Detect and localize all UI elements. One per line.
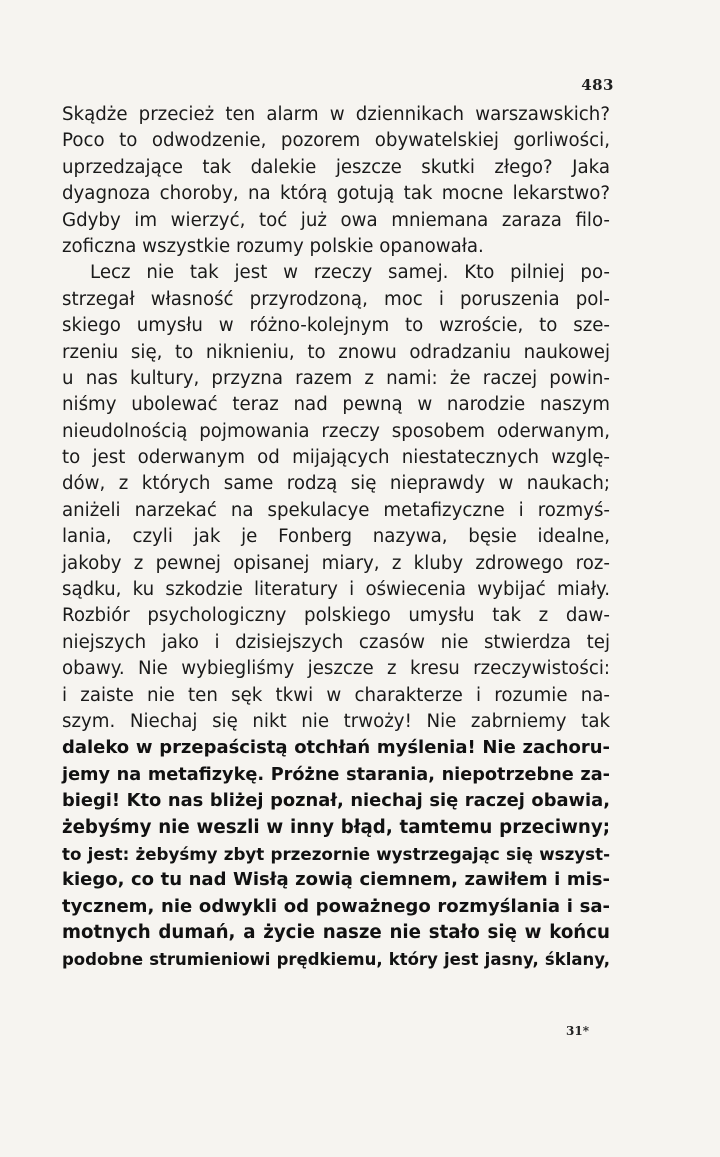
text-line-6: zoficzna wszystkie rozumy polskie opanowała. xyxy=(62,235,484,257)
text-line-22: obawy. Nie wybiegliśmy jeszcze z kresu rzeczywistości: xyxy=(62,658,610,680)
text-line-9: skiego umysłu w różno-kolejnym to wzroście, to sze- xyxy=(62,315,610,337)
text-line-10: rzeniu się, to niknieniu, to znowu odradzaniu naukowej xyxy=(62,341,610,363)
text-line-15: dów, z których same rodzą się nieprawdy w naukach; xyxy=(62,473,610,495)
text-line-18: jakoby z pewnej opisanej miary, z kluby zdrowego roz- xyxy=(62,552,610,574)
text-line-3: uprzedzające tak dalekie jeszcze skutki złego? Jaka xyxy=(62,156,610,178)
text-line-11: u nas kultury, przyzna razem z nami: że raczej powin- xyxy=(62,367,610,389)
body-text xyxy=(62,102,610,973)
text-line-17: lania, czyli jak je Fonberg nazywa, bęsie idealne, xyxy=(62,526,610,548)
text-line-5: Gdyby im wierzyć, toć już owa mniemana zaraza filo- xyxy=(62,209,610,231)
text-line-25: daleko w przepaścistą otchłań myślenia! Nie zachoru- xyxy=(62,737,610,759)
text-line-4: dyagnoza choroby, na którą gotują tak mocne lekarstwo? xyxy=(62,183,610,205)
text-line-26: jemy na metafizykę. Próżne starania, niepotrzebne za- xyxy=(62,764,610,785)
text-line-8: strzegał własność przyrodzoną, moc i poruszenia pol- xyxy=(62,288,610,310)
text-line-27: biegi! Kto nas bliżej poznał, niechaj się raczej obawia, xyxy=(62,790,610,812)
text-line-24: szym. Niechaj się nikt nie trwoży! Nie zabrniemy tak xyxy=(62,710,610,732)
text-line-33: podobne strumieniowi prędkiemu, który jest jasny, śklany, xyxy=(62,949,610,969)
text-line-23: i zaiste nie ten sęk tkwi w charakterze i rozumie na- xyxy=(62,684,610,706)
text-line-28: żebyśmy nie weszli w inny błąd, tamtemu przeciwny; xyxy=(62,816,610,838)
text-line-13: nieudolnością pojmowania rzeczy sposobem oderwanym, xyxy=(62,420,610,442)
text-line-30: kiego, co tu nad Wisłą zowią ciemnem, zawiłem i mis- xyxy=(62,869,610,891)
text-line-20: Rozbiór psychologiczny polskiego umysłu tak z daw- xyxy=(62,605,610,627)
page-number: 483 xyxy=(581,76,614,94)
text-line-29: to jest: żebyśmy zbyt przezornie wystrzegając się wszyst- xyxy=(62,843,610,864)
text-line-14: to jest oderwanym od mijających niestatecznych wzglę- xyxy=(62,447,610,469)
text-line-21: niejszych jako i dzisiejszych czasów nie stwierdza tej xyxy=(62,631,610,653)
text-line-1: Skądże przecież ten alarm w dziennikach warszawskich? xyxy=(62,104,610,125)
sheet-signature: 31* xyxy=(566,1024,589,1038)
text-line-31: tycznem, nie odwykli od poważnego rozmyślania i sa- xyxy=(62,895,610,917)
text-line-32: motnych dumań, a życie nasze nie stało się w końcu xyxy=(62,922,610,944)
text-line-16: aniżeli narzekać na spekulacye metafizyczne i rozmyś- xyxy=(62,499,610,521)
text-line-12: niśmy ubolewać teraz nad pewną w narodzie naszym xyxy=(62,394,610,416)
text-line-2: Poco to odwodzenie, pozorem obywatelskiej gorliwości, xyxy=(62,130,610,152)
text-line-7: Lecz nie tak jest w rzeczy samej. Kto pilniej po- xyxy=(90,262,610,284)
text-line-19: sądku, ku szkodzie literatury i oświecenia wybijać miały. xyxy=(62,579,610,601)
